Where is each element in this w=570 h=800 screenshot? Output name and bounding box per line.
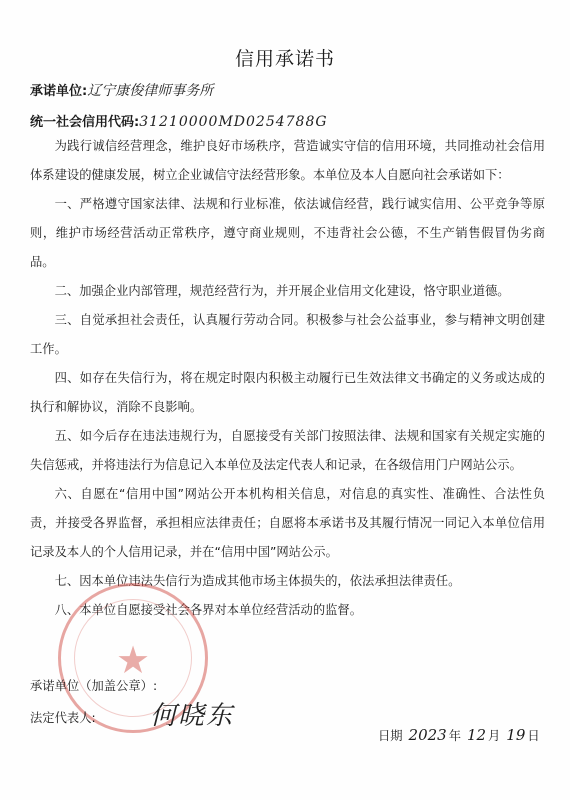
clause-4: 四、如存在失信行为，将在规定时限内积极主动履行已生效法律文书确定的义务或达成的执行和解协议，消除不良影响。 <box>30 371 545 414</box>
commitment-body <box>30 132 545 625</box>
intro-paragraph: 为践行诚信经营理念，维护良好市场秩序，营造诚实守信的信用环境，共同推动社会信用体系建设的健康发展，树立企业诚信守法经营形象。本单位及本人自愿向社会承诺如下： <box>30 139 545 182</box>
clause-6: 六、自愿在“信用中国”网站公开本机构相关信息，对信息的真实性、准确性、合法性负责，并接受各界监督，承担相应法律责任；自愿将本承诺书及其履行情况一同记入本单位信用记录及本人的个人信用记录，并在“信用中国”网站公示。 <box>30 487 545 559</box>
committing-unit-value: 辽宁康俊律师事务所 <box>87 83 214 99</box>
date-month: 12 <box>466 726 487 744</box>
date-line <box>378 726 540 744</box>
clause-3: 三、自觉承担社会责任，认真履行劳动合同。积极参与社会公益事业，参与精神文明创建工作。 <box>30 313 545 356</box>
date-year: 2023 <box>408 726 447 744</box>
date-day: 19 <box>506 726 526 744</box>
credit-code-value: 31210000MD0254788G <box>139 114 328 130</box>
date-label: 日期 <box>378 729 403 743</box>
clause-5: 五、如今后存在违法违规行为，自愿接受有关部门按照法律、法规和国家有关规定实施的失信惩戒，并将违法行为信息记入本单位及法定代表人和记录，在各级信用门户网站公示。 <box>30 429 545 472</box>
page-title: 信用承诺书 <box>234 48 335 70</box>
day-suffix: 日 <box>527 729 540 743</box>
committing-unit-label: 承诺单位: <box>30 84 88 99</box>
month-suffix: 月 <box>488 729 501 743</box>
year-suffix: 年 <box>448 729 462 743</box>
seal-star-icon: ★ <box>115 638 151 682</box>
clause-7: 七、因本单位违法失信行为造成其他市场主体损失的，依法承担法律责任。 <box>54 574 461 588</box>
credit-code-label: 统一社会信用代码: <box>30 115 140 130</box>
clause-1: 一、严格遵守国家法律、法规和行业标准，依法诚信经营，践行诚实信用、公平竞争等原则，维护市场经营活动正常秩序，遵守商业规则，不违背社会公德，不生产销售假冒伪劣商品。 <box>30 197 545 269</box>
legal-rep-label: 法定代表人: <box>30 711 96 725</box>
clause-2: 二、加强企业内部管理，规范经营行为，并开展企业信用文化建设，恪守职业道德。 <box>54 284 510 298</box>
credit-code-line <box>30 111 328 130</box>
committing-unit-line <box>30 80 213 100</box>
clause-8: 八、本单位自愿接受社会各界对本单位经营活动的监督。 <box>54 603 363 617</box>
handwritten-signature: 何晓东 <box>150 701 235 731</box>
sign-unit-label: 承诺单位（加盖公章）: <box>30 679 158 693</box>
